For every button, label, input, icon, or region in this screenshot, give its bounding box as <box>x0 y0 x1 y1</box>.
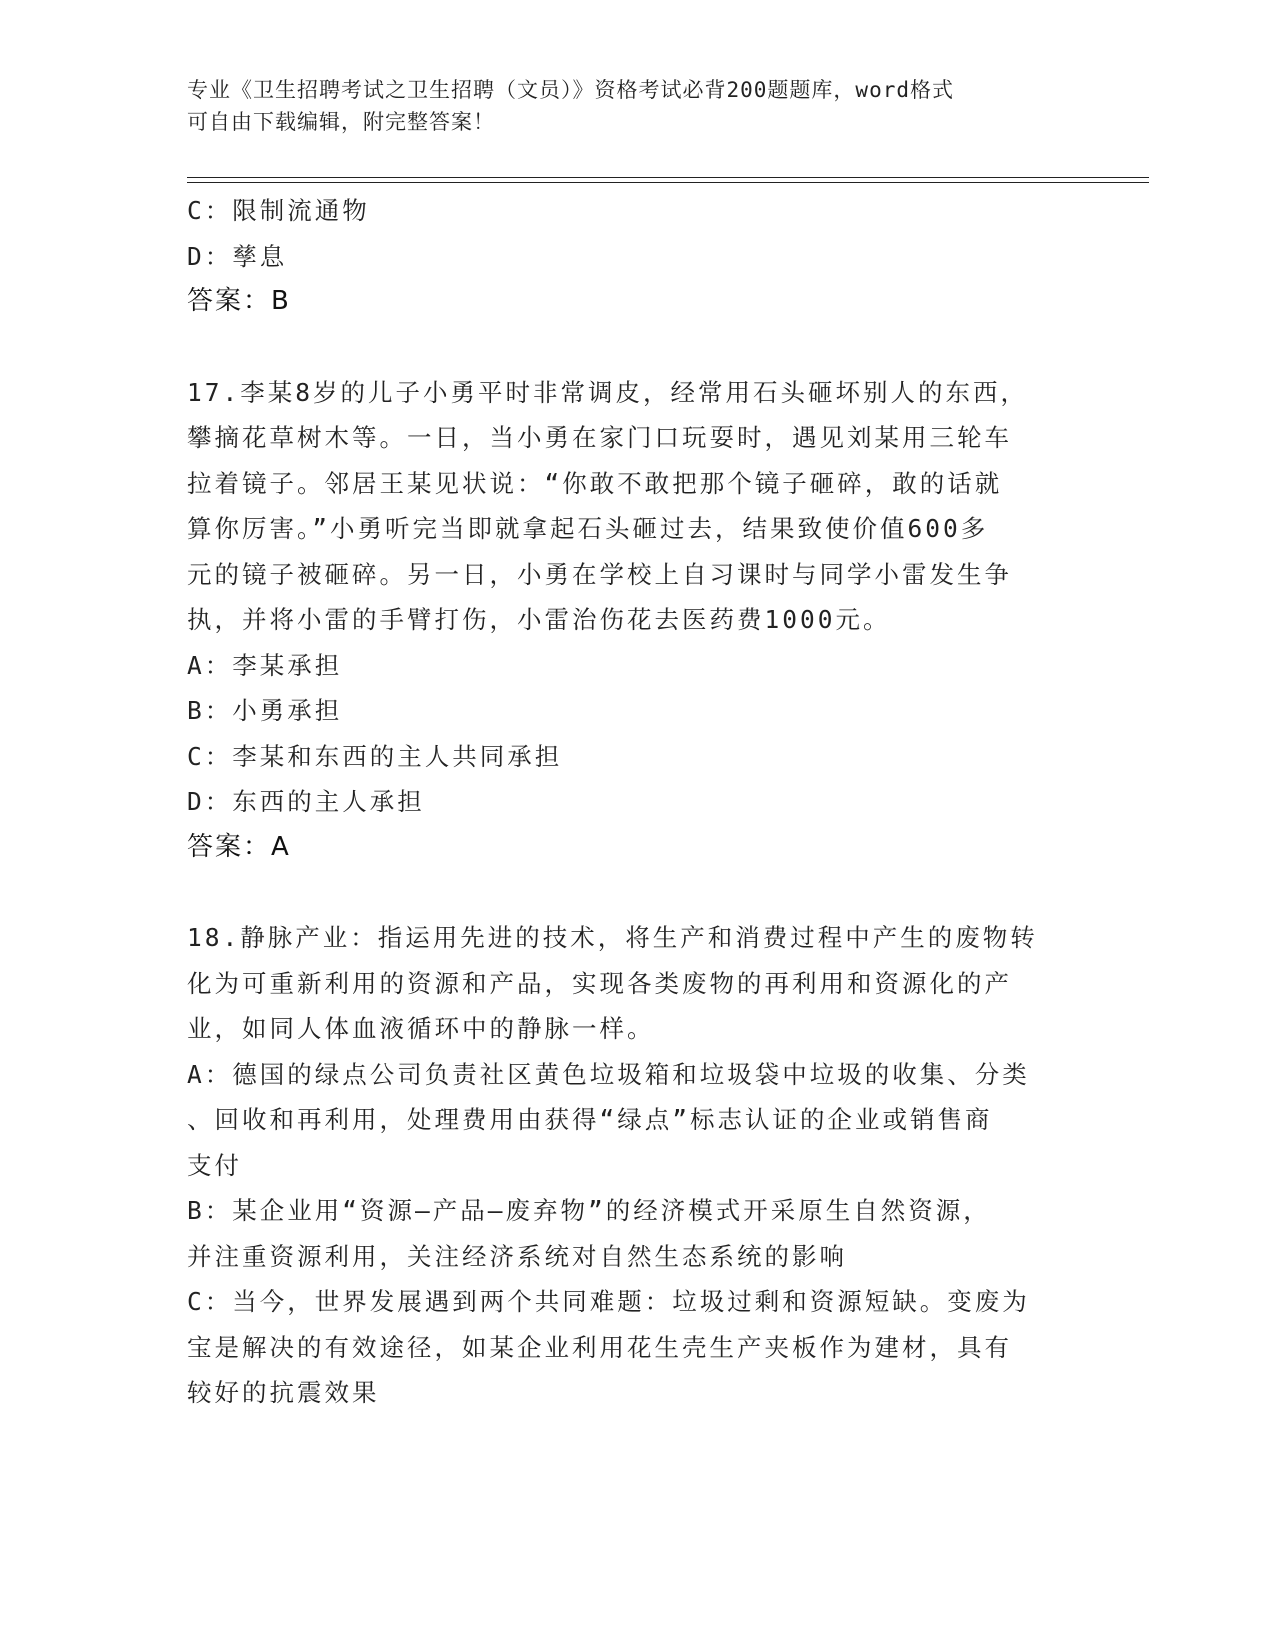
question-16-tail <box>187 188 1087 325</box>
document-body <box>187 188 1087 1416</box>
option-c: C：限制流通物 <box>187 196 370 225</box>
spacer <box>187 325 1087 370</box>
question-18 <box>187 915 1087 1416</box>
answer-line: 答案：B <box>187 286 291 316</box>
option-c: C：李某和东西的主人共同承担 <box>187 741 563 771</box>
option-b: B：小勇承担 <box>187 696 343 725</box>
header-divider-top <box>187 177 1149 178</box>
option-line: 宝是解决的有效途径，如某企业利用花生壳生产夹板作为建材，具有 <box>187 1332 1012 1362</box>
option-c <box>187 1279 1087 1416</box>
stem-line: 元的镜子被砸碎。另一日，小勇在学校上自习课时与同学小雷发生争 <box>187 559 1012 589</box>
stem-line: 执，并将小雷的手臂打伤，小雷治伤花去医药费1000元。 <box>187 605 891 634</box>
option-line: 较好的抗震效果 <box>187 1378 380 1407</box>
stem-line: 拉着镜子。邻居王某见状说：“你敢不敢把那个镜子砸碎，敢的话就 <box>187 468 1003 498</box>
option-line: C：当今，世界发展遇到两个共同难题：垃圾过剩和资源短缺。变废为 <box>187 1287 1030 1316</box>
option-line: B：某企业用“资源—产品—废弃物”的经济模式开采原生自然资源， <box>187 1196 991 1225</box>
question-17 <box>187 370 1087 871</box>
stem-line: 攀摘花草树木等。一日，当小勇在家门口玩耍时，遇见刘某用三轮车 <box>187 423 1012 452</box>
option-d: D：孳息 <box>187 241 288 271</box>
stem-line: 算你厉害。”小勇听完当即就拿起石头砸过去，结果致使价值600多 <box>187 514 989 543</box>
header-line-2: 可自由下载编辑，附完整答案！ <box>187 110 495 134</box>
stem-line: 化为可重新利用的资源和产品，实现各类废物的再利用和资源化的产 <box>187 968 1012 998</box>
option-line: 、回收和再利用，处理费用由获得“绿点”标志认证的企业或销售商 <box>187 1105 993 1134</box>
header-line-1: 专业《卫生招聘考试之卫生招聘（文员）》资格考试必背200题题库，word格式 <box>187 78 954 102</box>
spacer <box>187 870 1087 915</box>
question-stem <box>187 915 1087 1052</box>
option-d: D：东西的主人承担 <box>187 787 425 816</box>
option-line: 并注重资源利用，关注经济系统对自然生态系统的影响 <box>187 1241 847 1271</box>
header-divider-bottom <box>187 182 1149 183</box>
option-line: 支付 <box>187 1150 242 1180</box>
option-a: A：李某承担 <box>187 650 343 680</box>
question-stem <box>187 370 1087 643</box>
option-line: A：德国的绿点公司负责社区黄色垃圾箱和垃圾袋中垃圾的收集、分类 <box>187 1059 1030 1089</box>
option-a <box>187 1052 1087 1189</box>
document-header <box>187 74 1067 138</box>
answer-line: 答案：A <box>187 831 291 862</box>
stem-line: 17.李某8岁的儿子小勇平时非常调皮，经常用石头砸坏别人的东西， <box>187 377 1028 407</box>
stem-line: 18.静脉产业：指运用先进的技术，将生产和消费过程中产生的废物转 <box>187 923 1038 952</box>
option-b <box>187 1188 1087 1279</box>
stem-line: 业，如同人体血液循环中的静脉一样。 <box>187 1014 655 1043</box>
